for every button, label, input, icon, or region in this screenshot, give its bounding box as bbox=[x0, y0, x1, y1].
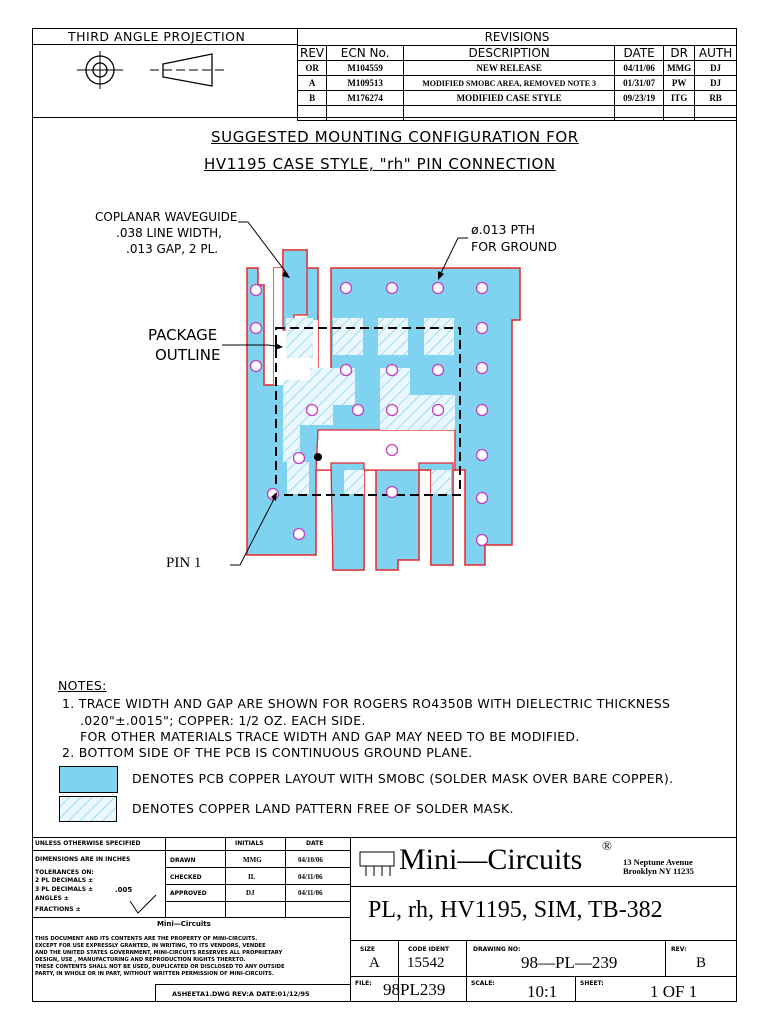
tol3-label: 3 PL DECIMALS ± bbox=[35, 886, 94, 893]
fractions-label: FRACTIONS ± bbox=[35, 906, 81, 913]
proprietary-line: AND THE UNITED STATES GOVERNMENT, MINI-CIRCUITS RESERVES ALL PROPRIETARY bbox=[35, 950, 283, 956]
drawn-label: DRAWN bbox=[170, 857, 196, 864]
drawing-no-value: 98—PL—239 bbox=[521, 953, 618, 972]
dr-header: DR bbox=[664, 46, 695, 61]
code-ident-value: 15542 bbox=[407, 955, 445, 971]
proprietary-line: PARTY, IN WHOLE OR IN PART, WITHOUT WRITTEN PERMISSION OF MINI-CIRCUITS. bbox=[35, 971, 274, 977]
checked-label: CHECKED bbox=[170, 874, 202, 881]
projection-label: THIRD ANGLE PROJECTION bbox=[68, 29, 246, 44]
address-line1: 13 Neptune Avenue bbox=[623, 857, 693, 867]
mc-small-logo: Mini—Circuits bbox=[157, 920, 211, 928]
company-logo-icon bbox=[358, 850, 398, 880]
ecn-header: ECN No. bbox=[327, 46, 404, 61]
address-line2: Brooklyn NY 11235 bbox=[623, 866, 694, 876]
revision-row: A M109513 MODIFIED SMOBC AREA, REMOVED NOTE 3 01/31/07 PW DJ bbox=[298, 76, 737, 91]
revision-row: OR M104559 NEW RELEASE 04/11/06 MMG DJ bbox=[298, 61, 737, 76]
land-pad bbox=[333, 318, 363, 355]
unless-label: UNLESS OTHERWISE SPECIFIED bbox=[35, 840, 141, 847]
description-header: DESCRIPTION bbox=[404, 46, 615, 61]
proprietary-line: THESE CONTENTS SHALL NOT BE USED, DUPLICATED OR DISCLOSED TO ANY OUTSIDE bbox=[35, 964, 285, 970]
pin1-marker bbox=[314, 453, 322, 461]
approved-date: 04/11/06 bbox=[298, 889, 323, 897]
scale-label: SCALE: bbox=[471, 980, 495, 987]
initials-header: INITIALS bbox=[235, 840, 264, 847]
company-name: Mini—Circuits bbox=[399, 843, 583, 876]
registered-mark: ® bbox=[602, 838, 612, 853]
note-line: .020"±.0015"; COPPER: 1/2 OZ. EACH SIDE. bbox=[80, 713, 366, 728]
drawing-title-line2: HV1195 CASE STYLE, "rh" PIN CONNECTION bbox=[204, 155, 556, 173]
pin1-label: PIN 1 bbox=[166, 555, 202, 571]
surface-finish-icon bbox=[128, 895, 160, 915]
proprietary-line: DESIGN, USE , MANUFACTURING AND REPRODUCTION RIGHTS THERETO. bbox=[35, 957, 246, 963]
revisions-title: REVISIONS bbox=[298, 28, 737, 46]
legend-solid-swatch bbox=[59, 766, 118, 793]
sheet-value: 1 OF 1 bbox=[650, 982, 698, 1001]
file-label: FILE: bbox=[355, 980, 372, 987]
code-ident-label: CODE IDENT bbox=[408, 946, 450, 953]
dwg-ref: ASHEETA1.DWG REV:A DATE:01/12/95 bbox=[172, 990, 310, 998]
notes-heading: NOTES: bbox=[58, 678, 107, 693]
pth-label-line2: FOR GROUND bbox=[471, 239, 558, 254]
cpw-label-line2: .038 LINE WIDTH, bbox=[116, 226, 222, 240]
checked-date: 04/11/06 bbox=[298, 873, 323, 881]
rev-value: B bbox=[696, 955, 707, 971]
land-pad bbox=[287, 462, 309, 494]
note-line: 2. BOTTOM SIDE OF THE PCB IS CONTINUOUS GROUND PLANE. bbox=[62, 745, 473, 760]
land-pad bbox=[344, 470, 364, 494]
land-pad bbox=[378, 318, 408, 355]
dims-label: DIMENSIONS ARE IN INCHES bbox=[35, 856, 131, 863]
proprietary-line: EXCEPT FOR USE EXPRESSLY GRANTED, IN WRITING, TO ITS VENDORS, VENDEE bbox=[35, 943, 266, 949]
angles-label: ANGLES ± bbox=[35, 895, 69, 902]
auth-header: AUTH bbox=[695, 46, 737, 61]
tol2-label: 2 PL DECIMALS ± bbox=[35, 877, 94, 884]
size-value: A bbox=[369, 955, 380, 971]
land-pad bbox=[286, 318, 313, 358]
note-line: 1. TRACE WIDTH AND GAP ARE SHOWN FOR ROGERS RO4350B WITH DIELECTRIC THICKNESS bbox=[62, 696, 671, 711]
rev-header: REV bbox=[298, 46, 327, 61]
rev-label: REV: bbox=[671, 946, 687, 953]
pth-label-line1: ø.013 PTH bbox=[471, 222, 536, 237]
drawing-title-line1: SUGGESTED MOUNTING CONFIGURATION FOR bbox=[211, 128, 579, 146]
note-line: FOR OTHER MATERIALS TRACE WIDTH AND GAP MAY NEED TO BE MODIFIED. bbox=[80, 729, 580, 744]
drawing-number-title: PL, rh, HV1195, SIM, TB-382 bbox=[368, 897, 663, 923]
package-label-line1: PACKAGE bbox=[148, 326, 218, 344]
date-header: DATE bbox=[615, 46, 664, 61]
package-label-line2: OUTLINE bbox=[155, 346, 221, 364]
tol3-value: .005 bbox=[115, 886, 133, 894]
drawing-no-label: DRAWING NO: bbox=[473, 946, 521, 953]
approved-label: APPROVED bbox=[170, 890, 207, 897]
revision-row: B M176274 MODIFIED CASE STYLE 09/23/19 ITG RB bbox=[298, 91, 737, 106]
tolerances-label: TOLERANCES ON: bbox=[35, 869, 94, 876]
legend-solid-text: DENOTES PCB COPPER LAYOUT WITH SMOBC (SOLDER MASK OVER BARE COPPER). bbox=[132, 771, 674, 786]
drawn-initials: MMG bbox=[243, 856, 262, 864]
file-value: 98PL239 bbox=[383, 980, 446, 999]
legend-hatch-swatch bbox=[59, 796, 118, 823]
legend-hatch-text: DENOTES COPPER LAND PATTERN FREE OF SOLDER MASK. bbox=[132, 801, 514, 816]
proprietary-line: THIS DOCUMENT AND ITS CONTENTS ARE THE PROPERTY OF MINI-CIRCUITS. bbox=[35, 936, 258, 942]
cpw-label-line1: COPLANAR WAVEGUIDE bbox=[95, 210, 238, 224]
scale-value: 10:1 bbox=[527, 982, 558, 1001]
land-pad bbox=[431, 470, 451, 494]
sheet-label: SHEET: bbox=[580, 980, 604, 987]
approved-initials: DJ bbox=[246, 889, 255, 897]
land-pad bbox=[424, 318, 454, 355]
drawn-date: 04/10/06 bbox=[298, 856, 323, 864]
checked-initials: IL bbox=[248, 873, 256, 881]
date-header: DATE bbox=[306, 840, 324, 847]
cpw-label-line3: .013 GAP, 2 PL. bbox=[126, 242, 219, 256]
size-label: SIZE bbox=[360, 946, 376, 953]
